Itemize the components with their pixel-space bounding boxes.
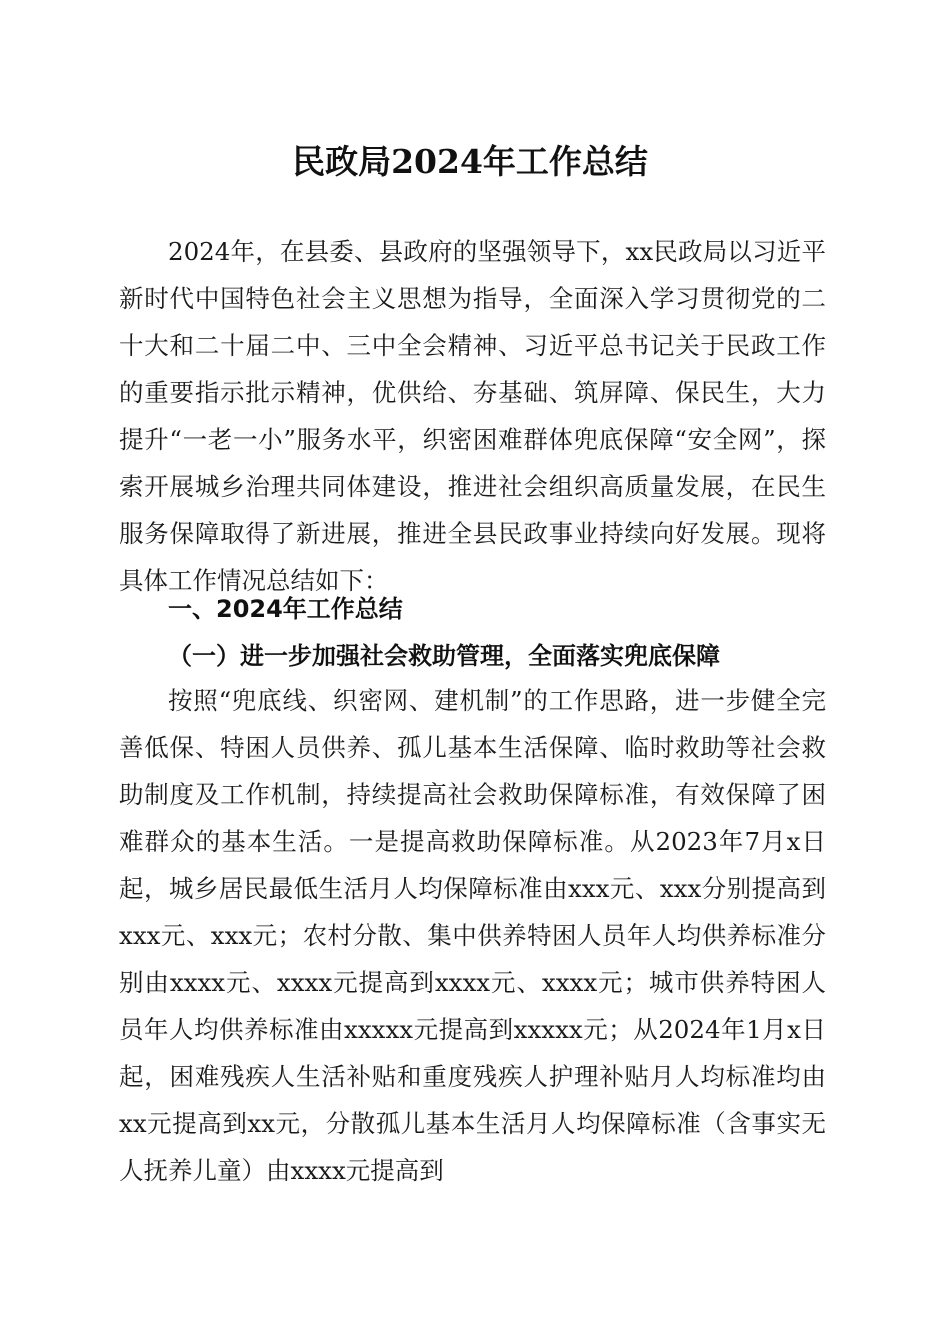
section-heading: 一、2024年工作总结 [168,595,403,623]
document-title: 民政局2024年工作总结 [292,142,648,181]
subsection-heading: （一）进一步加强社会救助管理，全面落实兜底保障 [168,641,720,670]
section-body-paragraph: 按照“兜底线、织密网、建机制”的工作思路，进一步健全完善低保、特困人员供养、孤儿基本生活保障、临时救助等社会救助制度及工作机制，持续提高社会救助保障标准，有效保障了困难群众的基本生活。一是提高救助保障标准。从2023年7月x日起，城乡居民最低生活月人均保障标准由xxx元、xxx分别提高到xxx元、xxx元；农村分散、集中供养特困人员年人均供养标准分别由xxxx元、xxxx元提高到xxxx元、xxxx元；城市供养特困人员年人均供养标准由xxxxx元提高到xxxxx元；从2024年1月x日起，困难残疾人生活补贴和重度残疾人护理补贴月人均标准均由xx元提高到xx元，分散孤儿基本生活月人均保障标准（含事实无人抚养儿童）由xxxx元提高到 [119,686,826,1185]
intro-paragraph: 2024年，在县委、县政府的坚强领导下，xx民政局以习近平新时代中国特色社会主义思想为指导，全面深入学习贯彻党的二十大和二十届二中、三中全会精神、习近平总书记关于民政工作的重要指示批示精神，优供给、夯基础、筑屏障、保民生，大力提升“一老一小”服务水平，织密困难群体兜底保障“安全网”，探索开展城乡治理共同体建设，推进社会组织高质量发展，在民生服务保障取得了新进展，推进全县民政事业持续向好发展。现将具体工作情况总结如下： [119,237,826,595]
